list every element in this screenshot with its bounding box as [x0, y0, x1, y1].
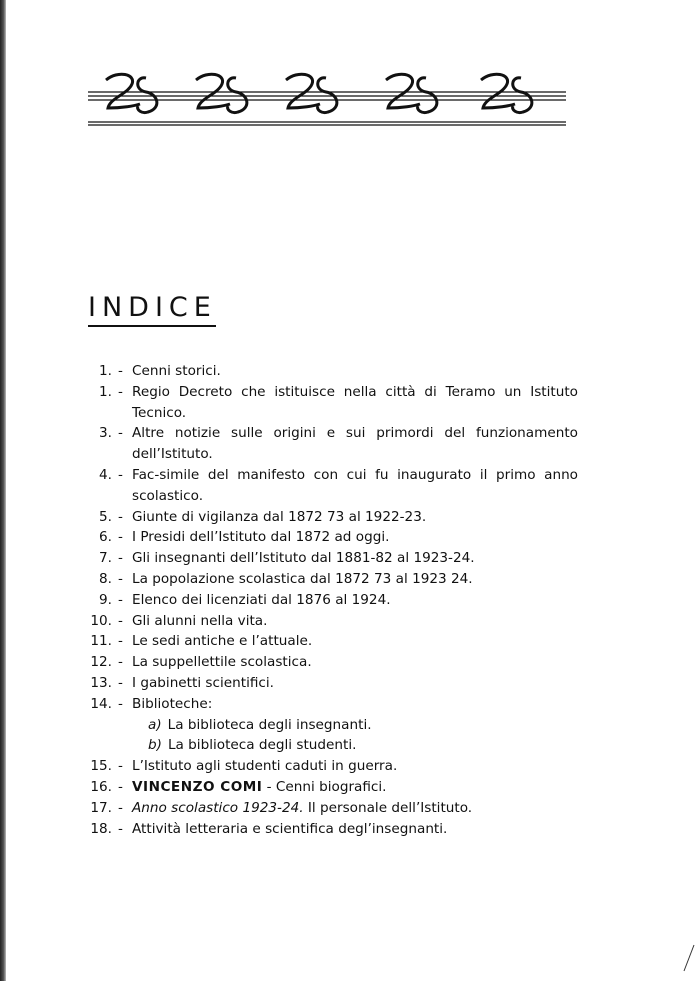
toc-entry-label: Giunte di vigilanza dal 1872 73 al 1922-23.	[132, 508, 427, 525]
toc-entry-text	[132, 527, 578, 548]
toc-entry	[78, 590, 578, 611]
decorative-ornament-border	[88, 68, 566, 128]
toc-entry-text	[132, 777, 578, 798]
toc-entry-label: Regio Decreto che istituisce nella città di Teramo un Istituto Tecnico.	[132, 383, 578, 421]
toc-entry	[78, 694, 578, 715]
toc-dash: -	[118, 799, 123, 816]
toc-dash: -	[118, 695, 123, 712]
toc-entry-label: La suppellettile scolastica.	[132, 654, 312, 671]
toc-dash: -	[118, 674, 123, 691]
toc-entry-number: 9.	[99, 591, 112, 608]
toc-dash: -	[118, 529, 123, 546]
toc-entry-label: - Cenni biografici.	[262, 778, 387, 795]
toc-dash: -	[118, 363, 123, 379]
toc-entry	[78, 507, 578, 528]
toc-entry-text	[132, 507, 578, 528]
toc-entry-number: 17.	[90, 799, 112, 816]
toc-entry-number: 1.	[99, 363, 112, 379]
toc-entry	[78, 423, 578, 465]
toc-entry-number: 4.	[99, 466, 112, 483]
toc-entry-label: Fac-simile del manifesto con cui fu inaugurato il primo anno scolastico.	[132, 466, 578, 504]
toc-entry-label: Cenni storici.	[132, 363, 221, 379]
table-of-contents	[78, 361, 578, 839]
toc-entry	[78, 569, 578, 590]
toc-entry	[78, 631, 578, 652]
toc-entry-number: 13.	[90, 674, 112, 691]
toc-entry	[78, 777, 578, 798]
toc-entry	[78, 611, 578, 632]
toc-entry-label: Elenco dei licenziati dal 1876 al 1924.	[132, 591, 391, 608]
toc-entry	[78, 527, 578, 548]
toc-entry-text	[132, 361, 578, 382]
toc-entry-label: L’Istituto agli studenti caduti in guerra.	[132, 758, 398, 775]
toc-entry-text	[132, 756, 578, 777]
page-binding-edge	[0, 0, 6, 981]
toc-entry-label: Il personale dell’Istituto.	[303, 799, 473, 816]
toc-entry	[78, 382, 578, 424]
toc-entry	[78, 798, 578, 819]
toc-entry-number: 11.	[90, 633, 112, 650]
toc-dash: -	[118, 654, 123, 671]
toc-entry-text	[132, 631, 578, 652]
toc-entry-label: I Presidi dell’Istituto dal 1872 ad oggi.	[132, 529, 390, 546]
toc-entry	[78, 735, 578, 756]
toc-entry	[78, 361, 578, 382]
toc-entry-text	[132, 423, 578, 465]
toc-dash: -	[118, 612, 123, 629]
toc-entry-text	[132, 652, 578, 673]
toc-entry-text	[132, 694, 578, 715]
toc-entry-number: 16.	[90, 778, 112, 795]
toc-dash: -	[118, 633, 123, 650]
toc-entry-text	[132, 819, 578, 840]
toc-entry	[78, 465, 578, 507]
toc-dash: -	[118, 820, 123, 837]
toc-entry-text	[132, 548, 578, 569]
title-underline	[88, 325, 216, 327]
toc-entry-text	[132, 590, 578, 611]
toc-entry	[78, 756, 578, 777]
toc-entry-label: I gabinetti scientifici.	[132, 674, 274, 691]
toc-dash: -	[118, 758, 123, 775]
toc-entry-label: Attività letteraria e scientifica degl’insegnanti.	[132, 820, 448, 837]
toc-entry-text	[132, 569, 578, 590]
toc-sub-letter: b)	[148, 737, 162, 754]
toc-entry	[78, 652, 578, 673]
toc-entry-number: 5.	[99, 508, 112, 525]
toc-entry-label: Gli insegnanti dell’Istituto dal 1881-82 al 1923-24.	[132, 550, 475, 567]
toc-dash: -	[118, 466, 123, 483]
toc-entry-label: Gli alunni nella vita.	[132, 612, 268, 629]
page-title: INDICE	[88, 292, 217, 323]
toc-entry-number: 18.	[90, 820, 112, 837]
toc-entry-number: 10.	[90, 612, 112, 629]
toc-dash: -	[118, 383, 123, 400]
toc-entry-number: 8.	[99, 570, 112, 587]
toc-entry-number: 12.	[90, 654, 112, 671]
toc-entry-text: La biblioteca degli studenti.	[167, 737, 357, 754]
toc-entry-number: 15.	[90, 758, 112, 775]
toc-entry-number: 7.	[99, 550, 112, 567]
toc-entry	[78, 819, 578, 840]
toc-italic-text: Anno scolastico 1923-24.	[132, 799, 304, 816]
toc-bold-name: VINCENZO COMI	[132, 778, 263, 795]
toc-entry	[78, 715, 578, 736]
toc-dash: -	[118, 550, 123, 567]
toc-entry-text	[132, 798, 578, 819]
toc-dash: -	[118, 425, 123, 442]
toc-entry-text	[132, 465, 578, 507]
scan-mark	[682, 943, 696, 973]
toc-entry-number: 1.	[99, 383, 112, 400]
toc-entry	[78, 673, 578, 694]
toc-entry-label: Le sedi antiche e l’attuale.	[132, 633, 313, 650]
toc-entry-label: La popolazione scolastica dal 1872 73 al 1923 24.	[132, 570, 473, 587]
toc-entry-text: La biblioteca degli insegnanti.	[167, 716, 372, 733]
toc-dash: -	[118, 778, 123, 795]
toc-entry	[78, 548, 578, 569]
toc-sub-letter: a)	[148, 716, 162, 733]
toc-entry-text	[132, 611, 578, 632]
toc-dash: -	[118, 570, 123, 587]
toc-dash: -	[118, 508, 123, 525]
toc-entry-number: 14.	[90, 695, 112, 712]
toc-entry-text	[132, 673, 578, 694]
toc-entry-number: 3.	[99, 425, 112, 442]
toc-dash: -	[118, 591, 123, 608]
toc-entry-label: Biblioteche:	[132, 695, 213, 712]
toc-entry-label: Altre notizie sulle origini e sui primordi del funzionamento dell’Istituto.	[132, 425, 578, 463]
toc-entry-number: 6.	[99, 529, 112, 546]
toc-entry-text	[132, 382, 578, 424]
